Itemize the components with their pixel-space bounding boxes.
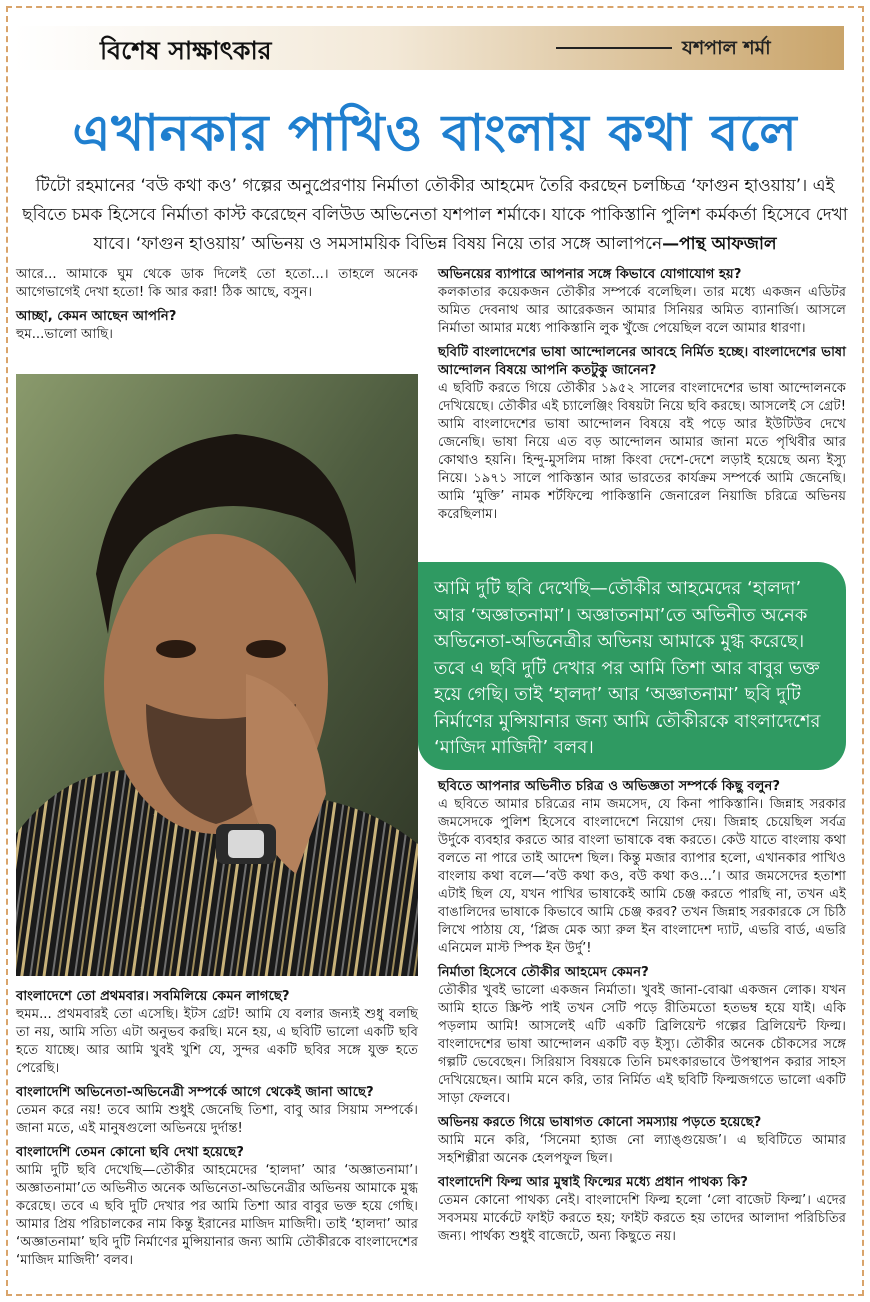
question-text: আচ্ছা, কেমন আছেন আপনি? — [16, 309, 177, 324]
answer-text: আমি মনে করি, ‘সিনেমা হ্যাজ নো ল্যাঙ্গুয়েজ’। এ ছবিটিতে আমার সহশিল্পীরা অনেক হেলপফুল ছিল। — [438, 1133, 846, 1166]
qa-block — [16, 1084, 418, 1138]
pull-quote-text: আমি দুটি ছবি দেখেছি—তৌকীর আহমেদের ‘হালদা’ আর ‘অজ্ঞাতনামা’। অজ্ঞাতনামা’তে অভিনীত অনেক অভিনেতা-অভিনেত্রীর অভিনয় আমাকে মুগ্ধ করেছে। তবে এ ছবি দুটি দেখার পর আমি তিশা আর বাবুর ভক্ত হয়ে গেছি। তাই ‘হালদা’ আর ‘অজ্ঞাতনামা’ ছবি দুটি নির্মাণের মুন্সিয়ানার জন্য আমি তৌকীরকে বাংলাদেশের ‘মাজিদ মাজিদী’ বলব। — [434, 578, 821, 758]
question-text: অভিনয়ের ব্যাপারে আপনার সঙ্গে কিভাবে যোগাযোগ হয়? — [438, 267, 742, 282]
qa-block — [16, 266, 418, 302]
qa-block — [438, 778, 846, 958]
right-column-top — [438, 266, 846, 530]
answer-text: হুম...ভালো আছি। — [16, 327, 113, 342]
interviewee-photo — [16, 374, 418, 976]
headline: এখানকার পাখিও বাংলায় কথা বলে — [72, 104, 798, 162]
intro-paragraph — [20, 172, 850, 259]
answer-text: তেমন করে নয়! তবে আমি শুধুই জেনেছি তিশা, বাবু আর সিয়াম সম্পর্কে। জানা মতে, এই মানুষগুলো অভিনয়ে দুর্দান্ত! — [16, 1103, 418, 1136]
question-text: বাংলাদেশি অভিনেতা-অভিনেত্রী সম্পর্কে আগে থেকেই জানা আছে? — [16, 1085, 374, 1100]
pull-quote — [418, 562, 846, 770]
qa-block — [16, 988, 418, 1078]
question-text: ছবিটি বাংলাদেশের ভাষা আন্দোলনের আবহে নির্মিত হচ্ছে। বাংলাদেশের ভাষা আন্দোলন বিষয়ে আপনি কতটুকু জানেন? — [438, 345, 846, 378]
portrait-illustration — [16, 374, 418, 976]
answer-text: তেমন কোনো পাথক্য নেই। বাংলাদেশি ফিল্ম হলো ‘লো বাজেট ফিল্ম’। এদের সবসময় মার্কেটে ফাইট করতে হয়; ফাইট করতে হয় তাদের আলাদা পরিচিতির জন্য। পার্থক্য শুধুই বাজেটে, অন্য কিছুতে নয়। — [438, 1193, 846, 1244]
answer-text: তৌকীর খুবই ভালো একজন নির্মাতা। খুবই জানা-বোঝা একজন লোক। যখন আমি হাতে স্ক্রিপ্ট পাই তখন সেটি পড়ে রীতিমতো হতভম্ব হয়ে যাই। একি পড়লাম আমি! আসলেই এটি একটি ব্রিলিয়েন্ট গল্পের ব্রিলিয়েন্ট ফিল্ম। বাংলাদেশের ভাষা আন্দোলন একটি বড় ইস্যু। তৌকীর অনেক চৌকসের সঙ্গে গল্পটি ভেবেছেন। সিরিয়াস বিষয়কে তিনি চমৎকারভাবে উপস্থাপন করার সাহস দেখিয়েছেন। আমি মনে করি, তার নির্মিত এই ছবিটি ফিল্মজগতে ভালো একটি সাড়া ফেলবে। — [438, 983, 846, 1106]
question-text: বাংলাদেশি তেমন কোনো ছবি দেখা হয়েছে? — [16, 1145, 244, 1160]
answer-text: আরে... আমাকে ঘুম থেকে ডাক দিলেই তো হতো...। তাহলে অনেক আগেভাগেই দেখা হতো! কি আর করা! ঠিক আছে, বসুন। — [16, 267, 418, 300]
qa-block — [438, 1114, 846, 1168]
qa-block — [16, 308, 418, 344]
intro-author: —পান্থ আফজাল — [662, 234, 777, 254]
left-column-top — [16, 266, 418, 350]
question-text: নির্মাতা হিসেবে তৌকীর আহমেদ কেমন? — [438, 965, 649, 980]
qa-block — [438, 266, 846, 338]
section-label: বিশেষ সাক্ষাৎকার — [100, 36, 272, 65]
right-column-bottom — [438, 778, 846, 1252]
answer-text: হুমম... প্রথমবারই তো এসেছি। ইটস গ্রেট! আমি যে বলার জন্যই শুধু বলছি তা নয়, আমি সত্যি এটা অনুভব করছি। মনে হয়, এ ছবিটি ভালো একটি ছবি হতে যাচ্ছে। আর আমি খুবই খুশি যে, সুন্দর একটি ছবির সঙ্গে যুক্ত হতে পেরেছি। — [16, 1007, 418, 1076]
question-text: অভিনয় করতে গিয়ে ভাষাগত কোনো সমস্যায় পড়তে হয়েছে? — [438, 1115, 762, 1130]
left-column-bottom — [16, 988, 418, 1276]
question-text: বাংলাদেশি ফিল্ম আর মুম্বাই ফিল্মের মধ্যে প্রধান পাথক্য কি? — [438, 1175, 748, 1190]
qa-block — [438, 344, 846, 524]
qa-block — [438, 1174, 846, 1246]
byline: যশপাল শর্মা — [682, 37, 771, 59]
answer-text: এ ছবিতে আমার চরিত্রের নাম জমসেদ, যে কিনা পাকিস্তানি। জিন্নাহ সরকার জমসেদকে পুলিশ হিসেবে বাংলাদেশে নিয়োগ দেয়। জিন্নাহ চেয়েছিল সর্বত্র উর্দুকে ব্যবহার করতে আর বাংলা ভাষাকে বন্ধ করতে। কেউ যাতে বাংলায় কথা বলতে না পারে তাই আদেশ ছিল। কিন্তু মজার ব্যাপার হলো, এখানকার পাখিও বাংলায় কথা বলে—‘বউ কথা কও, বউ কথা কও...’। আর জমসেদের হতাশা এটাই ছিল যে, যখন পাখির ভাষাকেই আমি চেঞ্জ করতে পারছি না, তখন এই বাঙালিদের ভাষাকে কিভাবে আমি চেঞ্জ করব? তখন জিন্নাহ সরকারকে সে চিঠি লিখে পাঠায় যে, ‘প্লিজ মেক অ্যা রুল ইন বাংলাদেশ দ্যাট, এভরি বার্ড, এভরি এনিমেল মাস্ট স্পিক ইন উর্দু’! — [438, 797, 846, 956]
qa-block — [438, 964, 846, 1108]
intro-text: টিটো রহমানের ‘বউ কথা কও’ গল্পের অনুপ্রেরণায় নির্মাতা তৌকীর আহমেদ তৈরি করছেন চলচ্চিত্র ‘ফাগুন হাওয়ায়’। এই ছবিতে চমক হিসেবে নির্মাতা কাস্ট করেছেন বলিউড অভিনেতা যশপাল শর্মাকে। যাকে পাকিস্তানি পুলিশ কর্মকর্তা হিসেবে দেখা যাবে। ‘ফাগুন হাওয়ায়’ অভিনয় ও সমসাময়িক বিভিন্ন বিষয় নিয়ে তার সঙ্গে আলাপনে — [22, 176, 848, 254]
byline-rule — [556, 47, 672, 49]
answer-text: আমি দুটি ছবি দেখেছি—তৌকীর আহমেদের ‘হালদা’ আর ‘অজ্ঞাতনামা’। অজ্ঞাতনামা’তে অভিনীত অনেক অভিনেতা-অভিনেত্রীর অভিনয় আমাকে মুগ্ধ করেছে। তবে এ ছবি দুটি দেখার পর আমি তিশা আর বাবুর ভক্ত হয়ে গেছি। আমার প্রিয় পরিচালকের নাম কিন্তু ইরানের মাজিদ মাজিদী। তাই ‘হালদা’ আর ‘অজ্ঞাতনামা’ ছবি দুটি নির্মাণের মুন্সিয়ানার জন্য আমি তৌকীরকে বাংলাদেশের ‘মাজিদ মাজিদী’ বলব। — [16, 1163, 418, 1268]
answer-text: এ ছবিটি করতে গিয়ে তৌকীর ১৯৫২ সালের বাংলাদেশের ভাষা আন্দোলনকে দেখিয়েছে। তৌকীর এই চ্যালেঞ্জিং বিষয়টা নিয়ে ছবি করছে। আসলেই সে গ্রেট! আমি বাংলাদেশের ভাষা আন্দোলন বিষয়ে বই পড়ে আর ইউটিউব দেখে জেনেছি। ভাষা নিয়ে এত বড় আন্দোলন আমার জানা মতে পৃথিবীর আর কোথাও হয়নি। হিন্দু-মুসলিম দাঙ্গা কিংবা দেশে-দেশে লড়াই হয়েছে অন্য ইস্যু নিয়ে। ১৯৭১ সালে পাকিস্তান আর ভারতের কার্যক্রম সম্পর্কে আমি জেনেছি। আমি ‘মুক্তি’ নামক শর্টফিল্মে পাকিস্তানি জেনারেল নিয়াজি চরিত্রে অভিনয় করেছিলাম। — [438, 381, 847, 522]
question-text: বাংলাদেশে তো প্রথমবার। সবমিলিয়ে কেমন লাগছে? — [16, 989, 290, 1004]
qa-block — [16, 1144, 418, 1270]
question-text: ছবিতে আপনার অভিনীত চরিত্র ও অভিজ্ঞতা সম্পর্কে কিছু বলুন? — [438, 779, 780, 794]
answer-text: কলকাতার কয়েকজন তৌকীর সম্পর্কে বলেছিল। তার মধ্যে একজন এডিটর অমিত দেবনাথ আর আরেকজন আমার সিনিয়র অমিত ব্যানার্জি। আসলে নির্মাতা আমার মধ্যে পাকিস্তানি লুক খুঁজে পেয়েছিল বলে আমার ধারণা। — [438, 285, 846, 336]
